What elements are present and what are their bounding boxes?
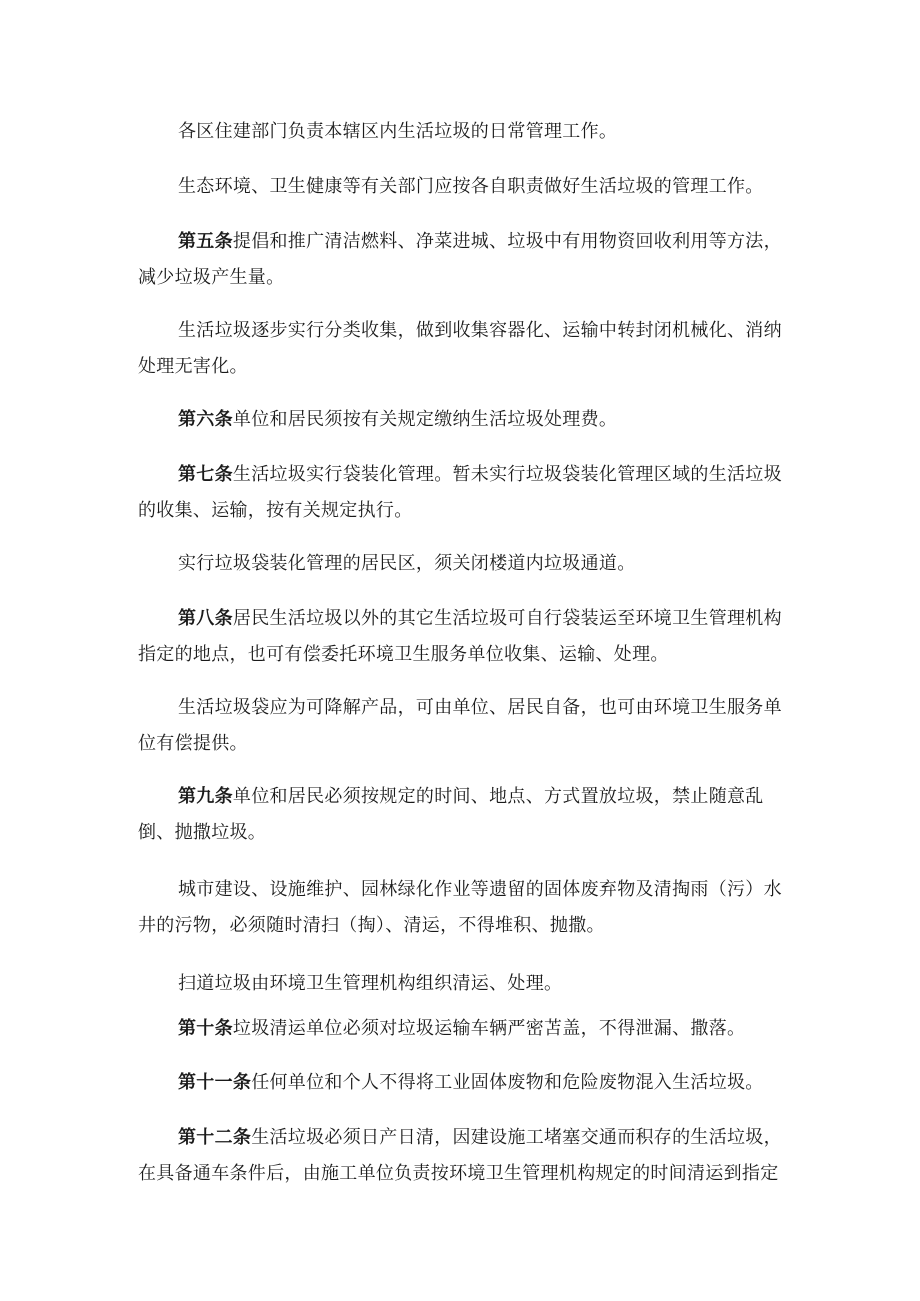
- paragraph-text: 单位和居民须按有关规定缴纳生活垃圾处理费。: [232, 409, 618, 430]
- paragraph: [138, 313, 788, 385]
- paragraph-text: 生活垃圾袋应为可降解产品，可由单位、居民自备，也可由环境卫生服务单位有偿提供。: [138, 697, 782, 754]
- paragraph-text: 居民生活垃圾以外的其它生活垃圾可自行袋装运至环境卫生管理机构指定的地点，也可有偿委托环境卫生服务单位收集、运输、处理。: [138, 608, 782, 665]
- article-number: 第十二条: [178, 1127, 252, 1148]
- paragraph: [138, 169, 788, 205]
- paragraph-text: 扫道垃圾由环境卫生管理机构组织清运、处理。: [178, 973, 563, 994]
- paragraph-text: 生态环境、卫生健康等有关部门应按各自职责做好生活垃圾的管理工作。: [178, 176, 764, 197]
- paragraph: [138, 402, 788, 438]
- article-number: 第八条: [178, 608, 233, 629]
- article-number: 第十条: [178, 1018, 233, 1039]
- article-number: 第七条: [178, 464, 233, 485]
- paragraph-text: 生活垃圾逐步实行分类收集，做到收集容器化、运输中转封闭机械化、消纳处理无害化。: [138, 320, 782, 377]
- paragraph-text: 单位和居民必须按规定的时间、地点、方式置放垃圾，禁止随意乱倒、抛撒垃圾。: [138, 786, 764, 843]
- paragraph-text: 生活垃圾必须日产日清，因建设施工堵塞交通而积存的生活垃圾，在具备通车条件后，由施工单位负责按环境卫生管理机构规定的时间清运到指定: [138, 1127, 782, 1184]
- article-number: 第九条: [178, 786, 233, 807]
- paragraph-text: 提倡和推广清洁燃料、净菜进城、垃圾中有用物资回收利用等方法，减少垃圾产生量。: [138, 231, 782, 288]
- paragraph: [138, 779, 788, 851]
- paragraph-text: 各区住建部门负责本辖区内生活垃圾的日常管理工作。: [178, 121, 618, 142]
- paragraph: [138, 1065, 788, 1101]
- paragraph-text: 生活垃圾实行袋装化管理。暂未实行垃圾袋装化管理区域的生活垃圾的收集、运输，按有关规定执行。: [138, 464, 782, 521]
- paragraph-text: 任何单位和个人不得将工业固体废物和危险废物混入生活垃圾。: [251, 1072, 764, 1093]
- paragraph: [138, 690, 788, 762]
- paragraph: [138, 1120, 788, 1192]
- paragraph: [138, 224, 788, 296]
- article-number: 第十一条: [178, 1072, 252, 1093]
- paragraph-text: 城市建设、设施维护、园林绿化作业等遗留的固体废弃物及清掏雨（污）水井的污物，必须随时清扫（掏）、清运，不得堆积、抛撒。: [138, 879, 782, 936]
- article-number: 第六条: [178, 409, 233, 430]
- paragraph-text: 垃圾清运单位必须对垃圾运输车辆严密苫盖，不得泄漏、撒落。: [232, 1018, 746, 1039]
- paragraph: [138, 114, 788, 150]
- paragraph: [138, 601, 788, 673]
- paragraph: [138, 966, 788, 1002]
- article-number: 第五条: [178, 231, 233, 252]
- paragraph: [138, 457, 788, 529]
- paragraph-text: 实行垃圾袋装化管理的居民区，须关闭楼道内垃圾通道。: [178, 553, 636, 574]
- paragraph: [138, 546, 788, 582]
- paragraph: [138, 1011, 788, 1047]
- paragraph: [138, 872, 788, 944]
